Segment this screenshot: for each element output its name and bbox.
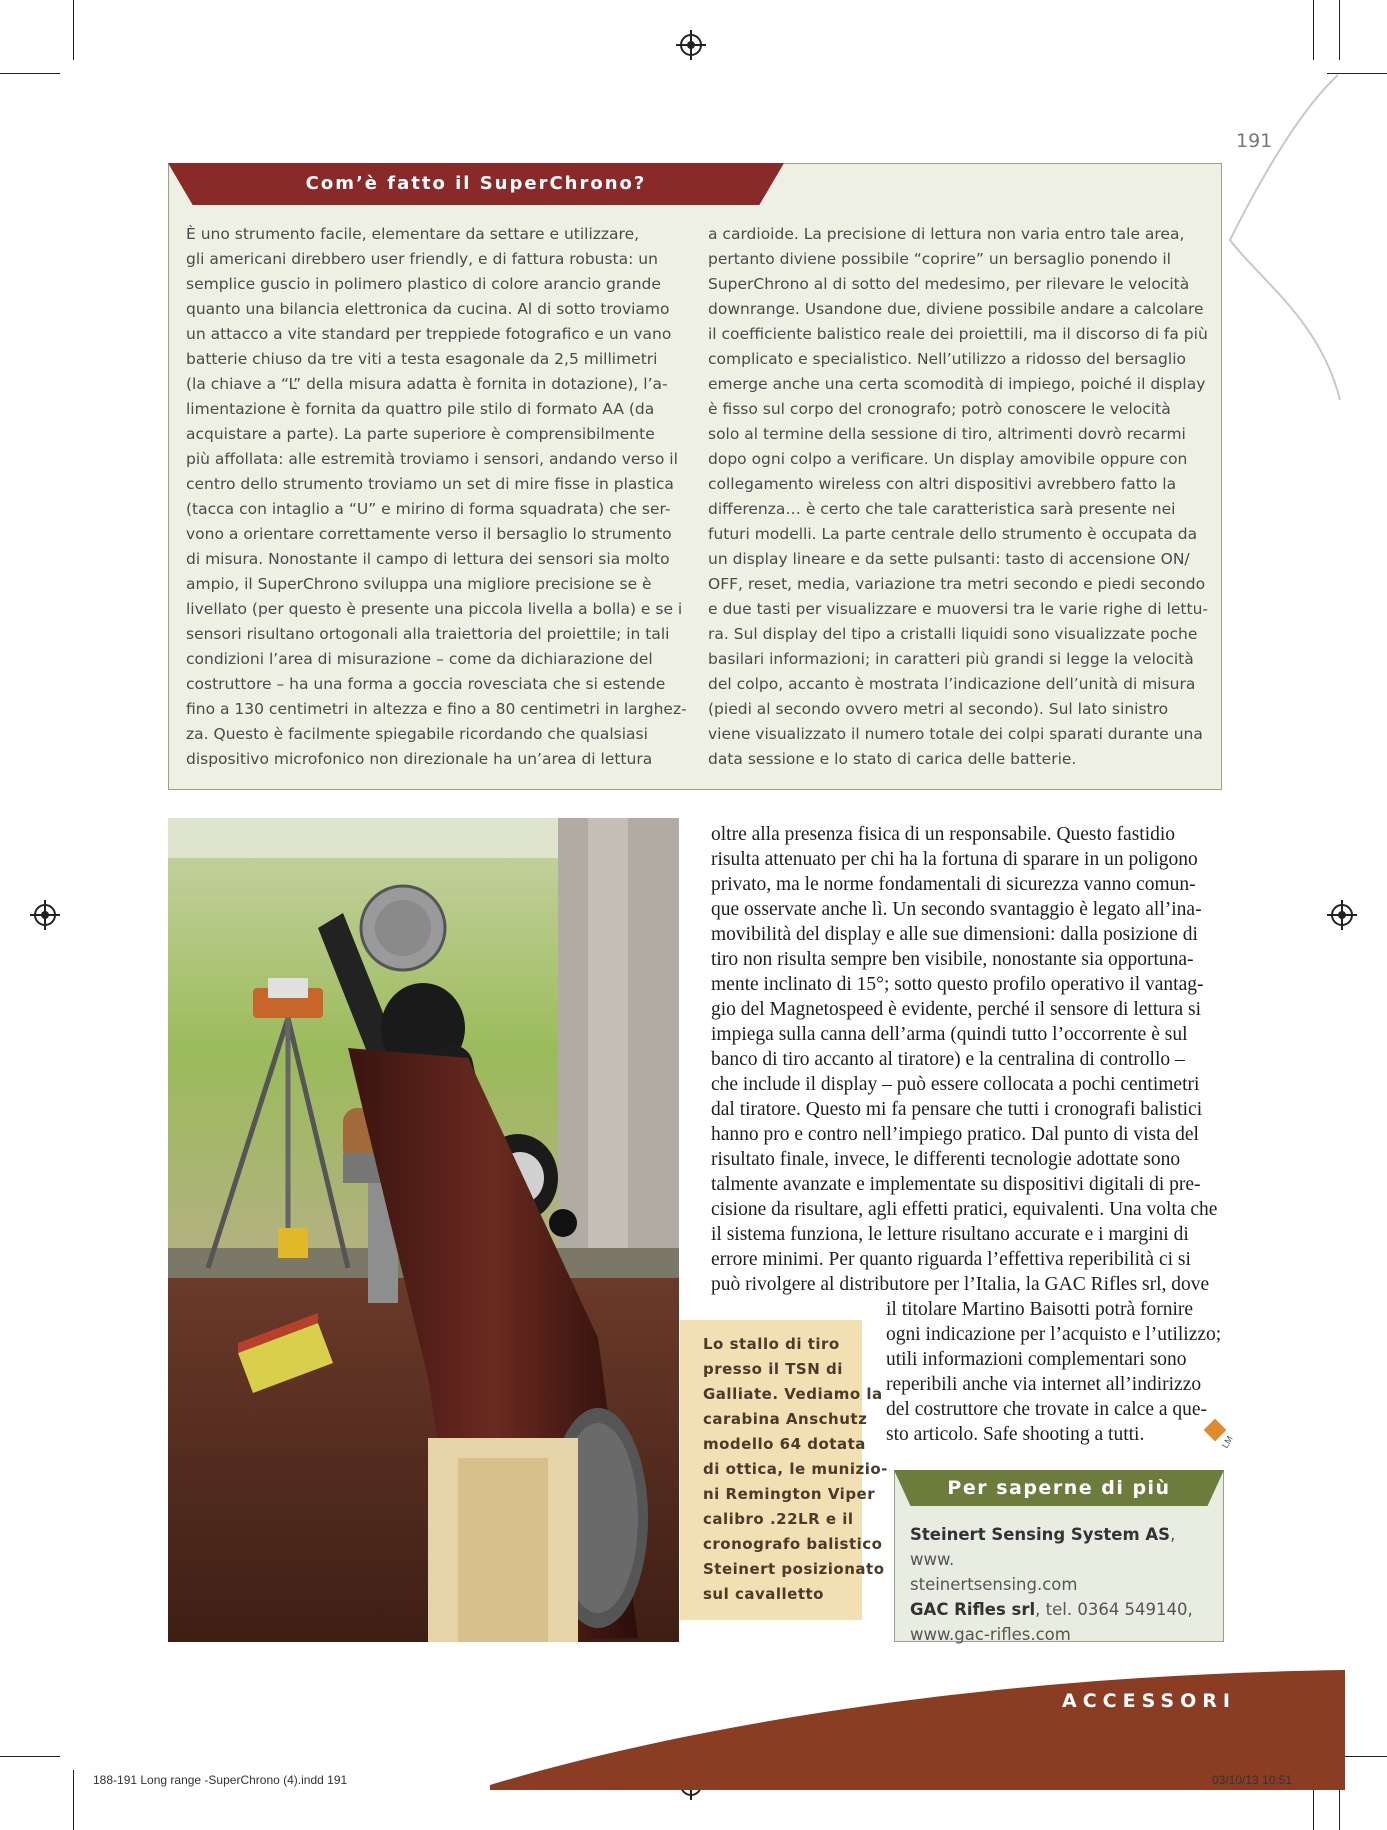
text-line: quanto una bilancia elettronica da cucina. Al di sotto troviamo <box>186 300 670 318</box>
text-line: dal tiratore. Questo mi fa pensare che tutti i cronografi balistici <box>711 1099 1203 1120</box>
photo-caption <box>703 1332 888 1607</box>
text-line: che include il display – può essere collocata a pochi centimetri <box>711 1074 1200 1095</box>
text-line: calibro .22LR e il <box>703 1510 854 1528</box>
registration-mark-icon <box>680 34 702 56</box>
text-line: cisione da risultare, agli effetti pratici, equivalenti. Una volta che <box>711 1199 1218 1220</box>
text-line: complicato e specialistico. Nell’utilizzo a ridosso del bersaglio <box>708 350 1186 368</box>
text-line: condizioni l’area di misurazione – come da dichiarazione del <box>186 650 653 668</box>
text-line: que osservate anche lì. Un secondo svantaggio è legato all’ina- <box>711 899 1202 920</box>
info-title: Per saperne di più <box>947 1477 1171 1499</box>
text-line: gli americani direbbero user friendly, e di fattura robusta: un <box>186 250 658 268</box>
text-line: sto articolo. Safe shooting a tutti. <box>886 1424 1145 1445</box>
info-link[interactable]: steinertsensing.com <box>910 1575 1078 1594</box>
text-line: del colpo, accanto è mostrata l’indicazione dell’unità di misura <box>708 675 1196 693</box>
text-line: emerge anche una certa scomodità di impiego, poiché il display <box>708 375 1206 393</box>
text-line: futuri modelli. La parte centrale dello strumento è occupata da <box>708 525 1198 543</box>
text-line: (piedi al secondo ovvero metri al secondo). Sul lato sinistro <box>708 700 1169 718</box>
registration-mark-icon <box>34 904 56 926</box>
text-line: Lo stallo di tiro <box>703 1335 840 1353</box>
text-line: acquistare a parte). La parte superiore è comprensibilmente <box>186 425 655 443</box>
page-corner-curve <box>1220 70 1350 400</box>
text-line: modello 64 dotata <box>703 1435 866 1453</box>
text-line: di misura. Nonostante il campo di lettura dei sensori sia molto <box>186 550 670 568</box>
text-line: (tacca con intaglio a “U” e mirino di forma squadrata) che ser- <box>186 500 671 518</box>
crop-mark <box>0 1756 60 1757</box>
text-line: mente inclinato di 15°; sotto questo profilo operativo il vantag- <box>711 974 1204 995</box>
text-line: oltre alla presenza fisica di un responsabile. Questo fastidio <box>711 824 1176 845</box>
text-line: privato, ma le norme fondamentali di sicurezza vanno comun- <box>711 874 1196 895</box>
info-entry-name: GAC Rifles srl <box>910 1600 1036 1619</box>
text-line: vono a orientare correttamente verso il bersaglio lo strumento <box>186 525 672 543</box>
text-line: un display lineare e da sette pulsanti: tasto di accensione ON/ <box>708 550 1190 568</box>
info-link[interactable]: www.gac-rifles.com <box>910 1625 1071 1644</box>
footer-band <box>490 1665 1345 1790</box>
text-line: gio del Magnetospeed è evidente, perché il sensore di lettura si <box>711 999 1202 1020</box>
text-line: downrange. Usandone due, diviene possibile andare a calcolare <box>708 300 1204 318</box>
text-line: SuperChrono al di sotto del medesimo, per rilevare le velocità <box>708 275 1190 293</box>
info-body: Steinert Sensing System AS, www. steinertsensing.com GAC Rifles srl, tel. 0364 549140, www.gac-rifles.com <box>910 1522 1210 1647</box>
text-line: impiega sulla canna dell’arma (quindi tutto l’occorrente è sul <box>711 1024 1188 1045</box>
text-line: È uno strumento facile, elementare da settare e utilizzare, <box>186 225 640 243</box>
text-line: un attacco a vite standard per treppiede fotografico e un vano <box>186 325 672 343</box>
text-line: differenza… è certo che tale caratteristica sarà presente nei <box>708 500 1176 518</box>
text-line: sul cavalletto <box>703 1585 824 1603</box>
text-line: tiro non risulta sempre ben visibile, nonostante sia opportuna- <box>711 949 1194 970</box>
rifle-photo <box>168 818 679 1642</box>
text-line: cronografo balistico <box>703 1535 883 1553</box>
crop-mark <box>0 73 60 74</box>
article-body-end <box>886 1297 1221 1447</box>
text-line: presso il TSN di <box>703 1360 843 1378</box>
crop-mark <box>1313 0 1314 60</box>
text-line: fino a 130 centimetri in altezza e fino a 80 centimetri in larghez- <box>186 700 687 718</box>
text-line: data sessione e lo stato di carica delle batterie. <box>708 750 1077 768</box>
box-column-left <box>186 222 686 772</box>
end-mark-label: LM <box>1219 1434 1235 1450</box>
text-line: centro dello strumento troviamo un set di mire fisse in plastica <box>186 475 674 493</box>
text-line: dopo ogni colpo a verificare. Un display amovibile oppure con <box>708 450 1188 468</box>
text-line: dispositivo microfonico non direzionale ha un’area di lettura <box>186 750 653 768</box>
text-line: ogni indicazione per l’acquisto e l’utilizzo; <box>886 1324 1222 1345</box>
text-line: di ottica, le munizio- <box>703 1460 888 1478</box>
text-line: il coefficiente balistico reale dei proiettili, ma il discorso di fa più <box>708 325 1208 343</box>
text-line: collegamento wireless con altri dispositivi avrebbero fatto la <box>708 475 1177 493</box>
section-label: ACCESSORI <box>1062 1690 1236 1712</box>
text-line: Galliate. Vediamo la <box>703 1385 883 1403</box>
crop-mark <box>73 1770 74 1830</box>
text-line: errore minimi. Per quanto riguarda l’effettiva reperibilità ci si <box>711 1249 1191 1270</box>
text-line: batterie chiuso da tre viti a testa esagonale da 2,5 millimetri <box>186 350 658 368</box>
text-line: del costruttore che trovate in calce a que- <box>886 1399 1208 1420</box>
text-line: può rivolgere al distributore per l’Italia, la GAC Rifles srl, dove <box>711 1274 1210 1295</box>
text-line: utili informazioni complementari sono <box>886 1349 1187 1370</box>
text-line: sensori risultano ortogonali alla traiettoria del proiettile; in tali <box>186 625 670 643</box>
text-line: ampio, il SuperChrono sviluppa una migliore precisione se è <box>186 575 652 593</box>
text-line: hanno pro e contro nell’impiego pratico. Dal punto di vista del <box>711 1124 1199 1145</box>
text-line: più affollata: alle estremità troviamo i sensori, andando verso il <box>186 450 678 468</box>
text-line: movibilità del display e alle sue dimensioni: dalla posizione di <box>711 924 1198 945</box>
text-line: risultato finale, invece, le differenti tecnologie adottate sono <box>711 1149 1181 1170</box>
text-line: reperibili anche via internet all’indirizzo <box>886 1374 1202 1395</box>
text-line: il titolare Martino Baisotti potrà fornire <box>886 1299 1194 1320</box>
text-line: e due tasti per visualizzare e muoversi tra le varie righe di lettu- <box>708 600 1208 618</box>
text-line: (la chiave a “L” della misura adatta è fornita in dotazione), l’a- <box>186 375 668 393</box>
file-slug: 188-191 Long range -SuperChrono (4).indd 191 <box>93 1773 348 1787</box>
print-date: 03/10/13 10:51 <box>1212 1773 1293 1787</box>
registration-mark-icon <box>1331 904 1353 926</box>
text-line: il sistema funziona, le letture risultano accurate e i margini di <box>711 1224 1189 1245</box>
text-line: è fisso sul corpo del cronografo; potrò conoscere le velocità <box>708 400 1171 418</box>
text-line: a cardioide. La precisione di lettura non varia entro tale area, <box>708 225 1185 243</box>
text-line: livellato (per questo è presente una piccola livella a bolla) e se i <box>186 600 683 618</box>
text-line: costruttore – ha una forma a goccia rovesciata che si estende <box>186 675 666 693</box>
text-line: za. Questo è facilmente spiegabile ricordando che qualsiasi <box>186 725 648 743</box>
box-column-right <box>708 222 1208 772</box>
text-line: viene visualizzato il numero totale dei colpi sparati durante una <box>708 725 1203 743</box>
text-line: talmente avanzate e implementate su dispositivi digitali di pre- <box>711 1174 1201 1195</box>
text-line: limentazione è fornita da quattro pile stilo di formato AA (da <box>186 400 655 418</box>
text-line: pertanto diviene possibile “coprire” un bersaglio ponendo il <box>708 250 1171 268</box>
text-line: semplice guscio in polimero plastico di colore arancio grande <box>186 275 661 293</box>
page-number: 191 <box>1236 130 1273 152</box>
info-entry-name: Steinert Sensing System AS <box>910 1525 1171 1544</box>
text-line: risulta attenuato per chi ha la fortuna di sparare in un poligono <box>711 849 1198 870</box>
crop-mark <box>1339 0 1340 60</box>
article-body <box>711 822 1221 1297</box>
text-line: basilari informazioni; in caratteri più grandi si legge la velocità <box>708 650 1194 668</box>
text-line: banco di tiro accanto al tiratore) e la centralina di controllo – <box>711 1049 1185 1070</box>
text-line: OFF, reset, media, variazione tra metri secondo e piedi secondo <box>708 575 1206 593</box>
text-line: solo al termine della sessione di tiro, altrimenti dovrò recarmi <box>708 425 1186 443</box>
text-line: ra. Sul display del tipo a cristalli liquidi sono visualizzate poche <box>708 625 1198 643</box>
text-line: carabina Anschutz <box>703 1410 868 1428</box>
text-line: Steinert posizionato <box>703 1560 885 1578</box>
box-title: Com’è fatto il SuperChrono? <box>305 173 647 194</box>
text-line: ni Remington Viper <box>703 1485 876 1503</box>
crop-mark <box>73 0 74 60</box>
